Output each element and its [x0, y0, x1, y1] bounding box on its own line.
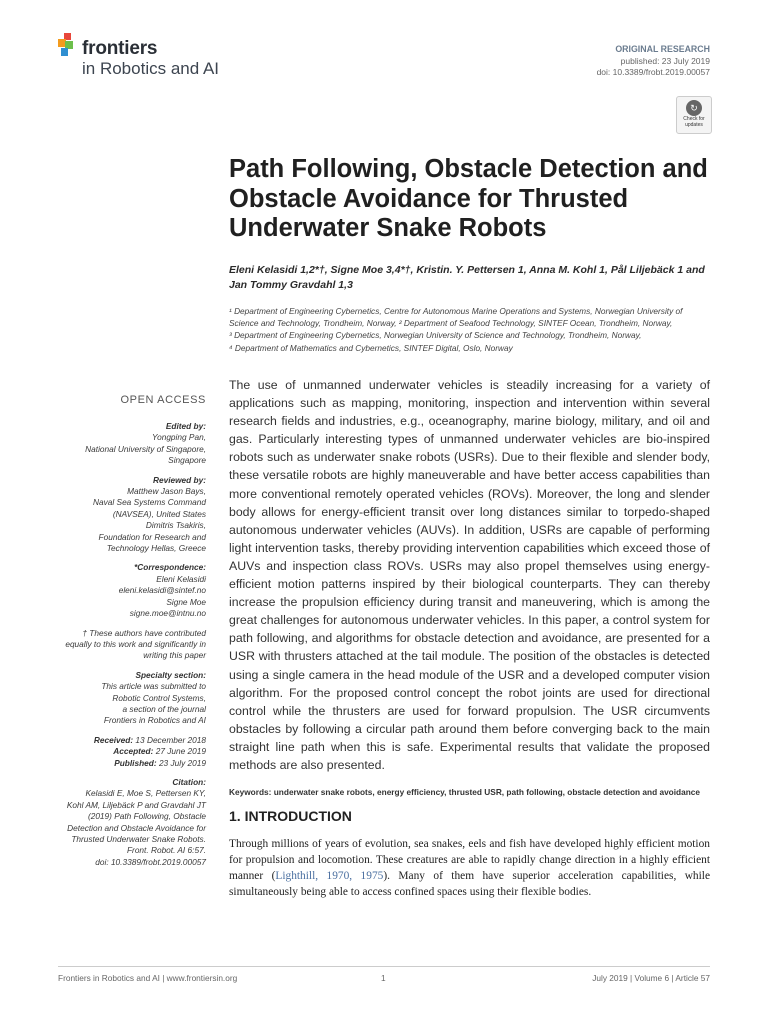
citation-line: Kelasidi E, Moe S, Pettersen KY, [85, 788, 206, 799]
section-heading: 1. INTRODUCTION [229, 808, 352, 824]
affiliation-line: Science and Technology, Trondheim, Norway, ² Department of Seafood Technology, SINTEF Ocean, Trondheim, Norway, [229, 318, 673, 329]
open-access-label: OPEN ACCESS [120, 394, 206, 406]
edited-by [56, 421, 206, 467]
check-for-updates-button[interactable] [676, 96, 712, 134]
reviewed-by-label: Reviewed by: [152, 474, 206, 485]
page-number: 1 [381, 973, 386, 983]
doi[interactable]: doi: 10.3389/frobt.2019.00057 [596, 67, 710, 77]
reference-link[interactable]: Lighthill, 1970, 1975 [275, 870, 384, 882]
article-title: Path Following, Obstacle Detection and Obstacle Avoidance for Thrusted Underwater Snake Robots [229, 155, 708, 242]
specialty-line: This article was submitted to [101, 681, 206, 692]
journal-name: in Robotics and AI [82, 59, 220, 78]
accepted-date [56, 746, 206, 757]
reviewer-line: Technology Hellas, Greece [106, 543, 206, 554]
note-line: writing this paper [143, 650, 206, 661]
equal-contribution-note [56, 628, 206, 662]
frontiers-logo-icon [58, 33, 78, 57]
citation-line: Detection and Obstacle Avoidance for [67, 822, 206, 833]
authors-line: Eleni Kelasidi 1,2*†, Signe Moe 3,4*†, Kristin. Y. Pettersen 1, Anna M. Kohl 1, Pål Liljebäck 1 and [229, 264, 705, 276]
specialty-section [56, 670, 206, 727]
note-line: equally to this work and significantly in [65, 638, 206, 649]
footer-journal[interactable]: Frontiers in Robotics and AI | www.frontiersin.org [58, 973, 238, 983]
accepted-value: 27 June 2019 [155, 746, 206, 757]
published-date-side [56, 758, 206, 769]
citation-line[interactable]: doi: 10.3389/frobt.2019.00057 [95, 856, 206, 867]
reviewed-by [56, 475, 206, 555]
keywords-list: underwater snake robots, energy efficiency, thrusted USR, path following, obstacle detection and avoidance [273, 787, 701, 797]
refresh-icon: ↻ [686, 100, 702, 116]
received-value: 13 December 2018 [135, 734, 206, 745]
intro-text: Through millions of years of evolution, sea snakes, eels and fish have developed highly efficient motion for propulsion and locomotion. These creatures are able to rapidly change direction in a highly efficient manner ( [229, 838, 710, 882]
affiliation-line: ¹ Department of Engineering Cybernetics, Centre for Autonomous Marine Operations and Systems, Norwegian University of [229, 306, 683, 316]
correspondent-email[interactable]: signe.moe@intnu.no [129, 608, 206, 619]
affiliation-line: ³ Department of Engineering Cybernetics, Norwegian University of Science and Technology, Trondheim, Norway, [229, 330, 642, 341]
citation-line: Front. Robot. AI 6:57. [126, 845, 206, 856]
abstract: The use of unmanned underwater vehicles is steadily increasing for a variety of applications such as mapping, monitoring, inspection and intervention within several research fields and industries, e.g., oceanography, marine biology, military, and oil and gas. Particularly interesting types of unmanned underwater vehicles are bio-inspired robots such as underwater snake robots (USRs). Due to their flexible and slender body, these versatile robots are highly maneuverable and have better access capabilities than more conventional remotely operated vehicles (ROVs). Moreover, the long and slender body allows for energy-efficient transit over long distances similar to torpedo-shaped autonomous underwater vehicles (AUVs). In addition, USRs are capable of performing light intervention tasks, thereby providing intervention capabilities which exceed those of AUVs and inspection class ROVs. USRs may also propel themselves using energy-efficient motion patterns inspired by their biological counterparts. They can thereby increase the propulsion efficiency during transit and maneuvering, which is among the great challenges for autonomous underwater vehicles. In this paper, a control system for path following, and algorithms for obstacle detection and avoidance, are presented for a USR with thrusters attached at the tail module. The position of the obstacles is detected using a single camera in the head module of the USR and a developed computer vision algorithm. For the proposed control concept the robot joints are used for directional control while the thrusters are used for forward propulsion. The USR circumvents obstacles by following a circular path around them before converging back to the main straight line path when this is safe. Experimental results that validate the proposed methods are also presented. [229, 378, 710, 772]
correspondence [56, 562, 206, 619]
accepted-label: Accepted: [113, 746, 154, 757]
reviewer-line: Foundation for Research and [98, 531, 206, 542]
editor-line: National University of Singapore, [85, 443, 206, 454]
article-info-sidebar [56, 421, 206, 876]
reviewer-line: Naval Sea Systems Command [93, 497, 206, 508]
keywords-label: Keywords: [229, 787, 272, 797]
affiliation-line: ⁴ Department of Mathematics and Cybernetics, SINTEF Digital, Oslo, Norway [229, 342, 513, 353]
reviewer-line: Matthew Jason Bays, [127, 486, 206, 497]
author-list [229, 263, 719, 293]
dates [56, 735, 206, 769]
affiliations [229, 305, 719, 354]
received-label: Received: [93, 734, 134, 745]
footer-issue: July 2019 | Volume 6 | Article 57 [592, 973, 710, 983]
published-date: published: 23 July 2019 [620, 56, 710, 66]
received-date [56, 735, 206, 746]
citation-line: Kohl AM, Liljebäck P and Gravdahl JT [66, 799, 206, 810]
specialty-label: Specialty section: [135, 669, 206, 680]
specialty-line: a section of the journal [122, 703, 206, 714]
edited-by-label: Edited by: [165, 421, 206, 431]
correspondent-name: Eleni Kelasidi [156, 573, 206, 584]
reviewer-line: (NAVSEA), United States [112, 508, 206, 519]
citation-line: Thrusted Underwater Snake Robots. [71, 834, 206, 844]
footer-divider [58, 966, 710, 967]
journal-brand: frontiers [82, 38, 158, 59]
reviewer-line: Dimitris Tsakiris, [145, 520, 206, 531]
published-label: Published: [114, 757, 157, 768]
correspondence-label: *Correspondence: [134, 562, 206, 573]
check-updates-label: Check for updates [683, 116, 705, 128]
intro-paragraph [229, 836, 710, 900]
editor-line: Singapore [168, 455, 206, 466]
specialty-line: Robotic Control Systems, [112, 692, 206, 703]
published-value: 23 July 2019 [158, 757, 206, 768]
note-line: † These authors have contributed [82, 627, 206, 638]
intro-text: ). Many of them have superior acceleration capabilities, while simultaneously being able to access confined spaces using their flexible bodies. [229, 870, 711, 898]
correspondent-name: Signe Moe [166, 596, 206, 607]
citation-line: (2019) Path Following, Obstacle [87, 811, 206, 822]
keywords [229, 787, 710, 799]
specialty-line: Frontiers in Robotics and AI [103, 715, 206, 726]
correspondent-email[interactable]: eleni.kelasidi@sintef.no [118, 585, 206, 596]
article-type: ORIGINAL RESEARCH [615, 44, 710, 54]
citation-label: Citation: [172, 776, 206, 787]
editor-line: Yongping Pan, [152, 432, 206, 443]
authors-line: Jan Tommy Gravdahl 1,3 [229, 279, 353, 291]
citation [56, 777, 206, 868]
